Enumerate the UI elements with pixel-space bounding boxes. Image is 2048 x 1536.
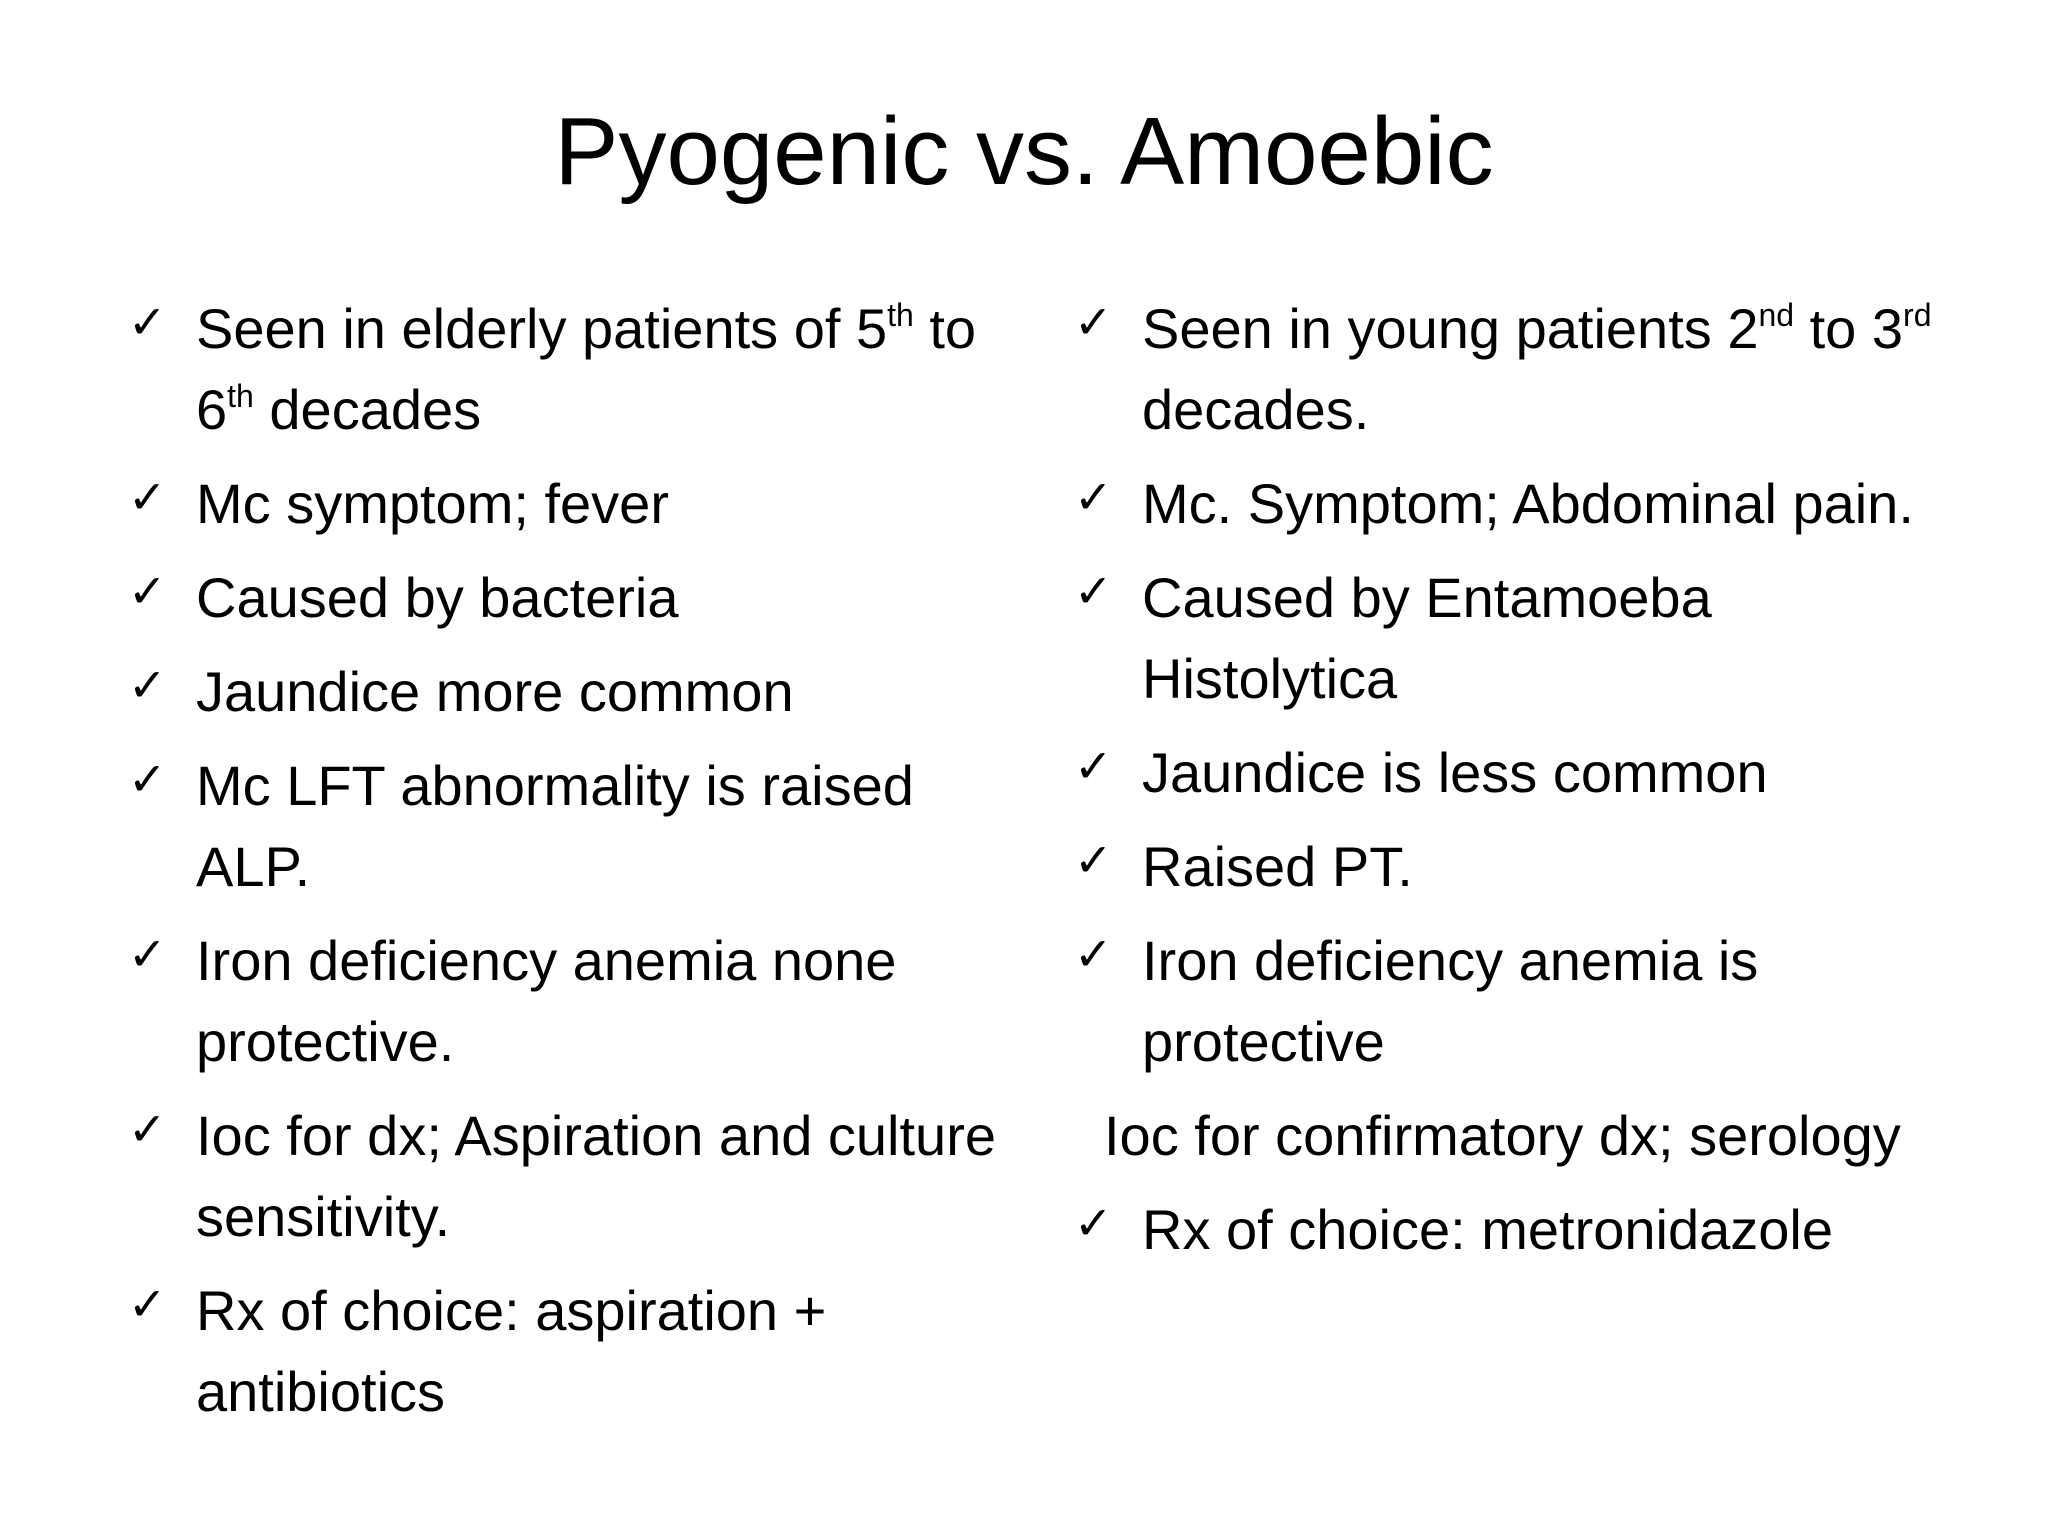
checkmark-icon: ✓ <box>128 470 167 524</box>
list-item-unbulleted <box>1074 1095 1954 1176</box>
checkmark-icon: ✓ <box>1074 295 1113 349</box>
list-item <box>1074 732 1954 813</box>
checkmark-icon: ✓ <box>128 1277 167 1331</box>
list-item <box>1074 920 1954 1082</box>
checkmark-icon: ✓ <box>1074 927 1113 981</box>
list-item <box>128 288 1008 450</box>
item-text: Ioc for dx; Aspiration and culture sensitivity. <box>196 1104 996 1248</box>
item-text: Seen in young patients 2nd to 3rd decades. <box>1142 297 1932 441</box>
checkmark-icon: ✓ <box>128 564 167 618</box>
list-item <box>1074 826 1954 907</box>
pyogenic-list <box>128 288 1008 1445</box>
list-item <box>1074 463 1954 544</box>
list-item <box>128 920 1008 1082</box>
checkmark-icon: ✓ <box>128 927 167 981</box>
item-text: Mc symptom; fever <box>196 472 669 535</box>
list-item <box>128 1270 1008 1432</box>
list-item <box>1074 557 1954 719</box>
checkmark-icon: ✓ <box>128 752 167 806</box>
checkmark-icon: ✓ <box>128 1102 167 1156</box>
checkmark-icon: ✓ <box>1074 1196 1113 1250</box>
slide-title: Pyogenic vs. Amoebic <box>554 98 1494 205</box>
item-text: Mc LFT abnormality is raised ALP. <box>196 754 914 898</box>
checkmark-icon: ✓ <box>128 658 167 712</box>
item-text: Caused by Entamoeba Histolytica <box>1142 566 1712 710</box>
item-text: Jaundice more common <box>196 660 794 723</box>
item-text: Mc. Symptom; Abdominal pain. <box>1142 472 1914 535</box>
checkmark-icon: ✓ <box>128 295 167 349</box>
checkmark-icon: ✓ <box>1074 470 1113 524</box>
item-text: Caused by bacteria <box>196 566 679 629</box>
item-text: Rx of choice: aspiration + antibiotics <box>196 1279 827 1423</box>
list-item <box>128 1095 1008 1257</box>
item-text: Jaundice is less common <box>1142 741 1768 804</box>
item-text: Ioc for confirmatory dx; serology <box>1104 1104 1901 1167</box>
item-text: Iron deficiency anemia is protective <box>1142 929 1759 1073</box>
item-text: Rx of choice: metronidazole <box>1142 1198 1834 1261</box>
checkmark-icon: ✓ <box>1074 833 1113 887</box>
list-item <box>1074 1189 1954 1270</box>
list-item <box>128 463 1008 544</box>
item-text: Seen in elderly patients of 5th to 6th decades <box>196 297 977 441</box>
list-item <box>128 651 1008 732</box>
item-text: Iron deficiency anemia none protective. <box>196 929 897 1073</box>
list-item <box>128 557 1008 638</box>
list-item <box>128 745 1008 907</box>
checkmark-icon: ✓ <box>1074 564 1113 618</box>
item-text: Raised PT. <box>1142 835 1413 898</box>
checkmark-icon: ✓ <box>1074 739 1113 793</box>
list-item <box>1074 288 1954 450</box>
amoebic-list <box>1074 288 1954 1283</box>
